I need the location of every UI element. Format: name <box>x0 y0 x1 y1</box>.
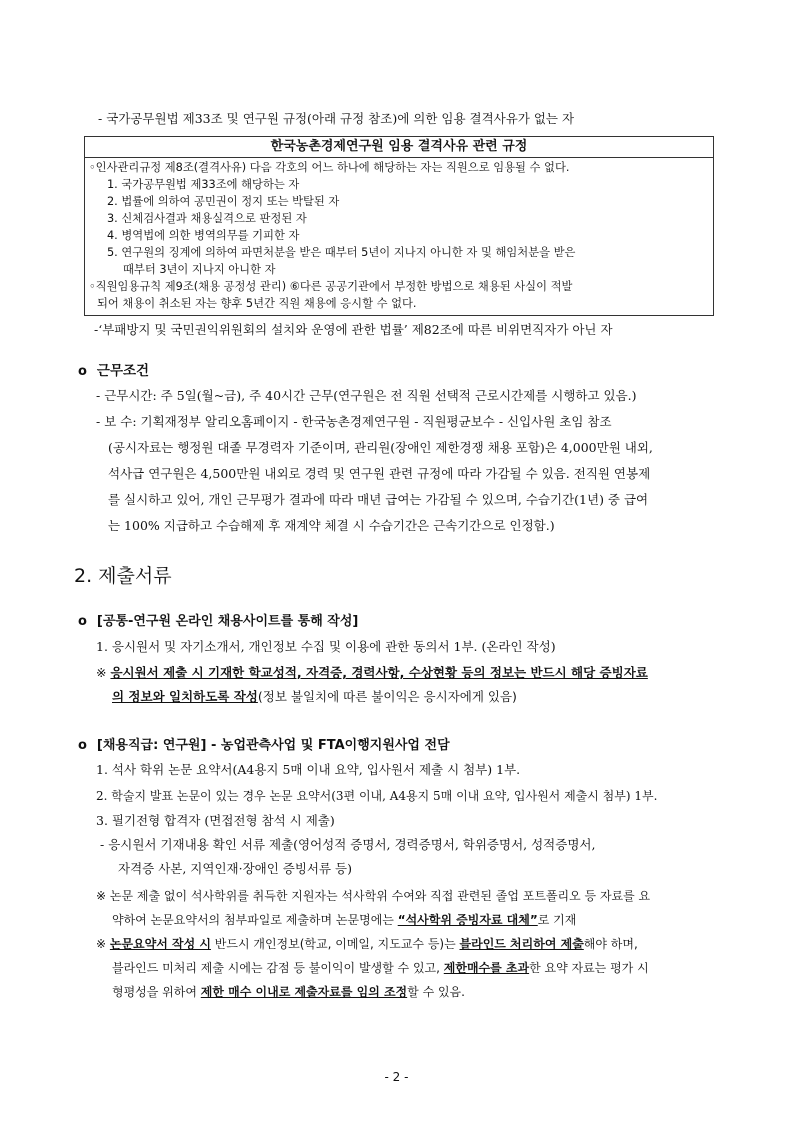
bullet: ο <box>78 738 87 753</box>
pay-line: 는 100% 지급하고 수습해제 후 재계약 체결 시 수습기간은 근속기간으로 인정함.) <box>108 518 555 533</box>
working-conditions-heading <box>78 362 149 381</box>
note-text: 블라인드 미처리 제출 시에는 감점 등 불이익이 발생할 수 있고, <box>112 961 444 975</box>
note-text: (정보 불일치에 따른 불이익은 응시자에게 있음) <box>257 689 517 704</box>
section-heading: 2. 제출서류 <box>74 565 172 587</box>
note-emphasis: 논문요약서 작성 시 <box>109 937 211 951</box>
bullet: ο <box>78 364 87 379</box>
researcher-note-cont <box>112 983 465 1001</box>
rule-item: 2. 법률에 의하여 공민권이 정지 또는 박탈된 자 <box>107 195 340 208</box>
pay-line: 를 실시하고 있어, 개인 근무평가 결과에 따라 매년 급여는 가감될 수 있으며, 수습기간(1년) 중 급여 <box>108 492 649 507</box>
intro-line: - 국가공무원법 제33조 및 연구원 규정(아래 규정 참조)에 의한 임용 결격사유가 없는 자 <box>98 111 575 126</box>
working-hours: - 근무시간: 주 5일(월~금), 주 40시간 근무(연구원은 전 직원 선택적 근로시간제를 시행하고 있음.) <box>96 388 637 403</box>
note-emphasis: “석사학위 증빙자료 대체” <box>397 913 538 927</box>
note-emphasis: 제한매수를 초과 <box>443 961 530 975</box>
note-emphasis: 제한 매수 이내로 제출자료를 임의 조정 <box>200 985 408 999</box>
researcher-note: ※ 논문 제출 없이 석사학위를 취득한 지원자는 석사학위 수여와 직접 관련된 졸업 포트폴리오 등 자료를 요 <box>96 889 651 903</box>
rule-item: 3. 신체검사결과 채용실격으로 판정된 자 <box>107 212 307 225</box>
common-note <box>96 664 648 682</box>
note-text: 반드시 개인정보(학교, 이메일, 지도교수 등)는 <box>210 937 460 951</box>
working-heading-text: 근무조건 <box>96 363 150 379</box>
researcher-note-cont <box>112 911 576 929</box>
pay-line: (공시자료는 행정원 대졸 무경력자 기준이며, 관리원(장애인 제한경쟁 채용 포함)은 4,000만원 내외, <box>108 440 653 455</box>
note-text: 약하여 논문요약서의 첨부파일로 제출하며 논문명에는 <box>112 913 398 927</box>
note-mark: ※ <box>96 665 111 680</box>
common-item: 1. 응시원서 및 자기소개서, 개인정보 수집 및 이용에 관한 동의서 1부. (온라인 작성) <box>96 639 556 654</box>
researcher-note-cont <box>112 959 649 977</box>
researcher-sub: - 응시원서 기재내용 확인 서류 제출(영어성적 증명서, 경력증명서, 학위증명서, 성적증명서, <box>100 837 596 852</box>
researcher-item: 3. 필기전형 합격자 (면접전형 참석 시 제출) <box>96 813 335 828</box>
researcher-note <box>96 935 638 953</box>
rule-item: 1. 국가공무원법 제33조에 해당하는 자 <box>107 178 300 191</box>
disqualification-rule-box <box>84 136 714 316</box>
common-heading-text: [공통-연구원 온라인 채용사이트를 통해 작성] <box>96 614 359 629</box>
rule-item: 때부터 3년이 지나지 아니한 자 <box>123 263 276 276</box>
researcher-sub: 자격증 사본, 지역인재·장애인 증빙서류 등) <box>118 861 352 876</box>
anti-corruption-line: -‘부패방지 및 국민권익위원회의 설치와 운영에 관한 법률’ 제82조에 따른 비위면직자가 아닌 자 <box>94 322 613 337</box>
rule-box-title: 한국농촌경제연구원 임용 결격사유 관련 규정 <box>85 137 713 158</box>
researcher-heading-text: [채용직급: 연구원] - 농업관측사업 및 FTA이행지원사업 전담 <box>96 738 450 753</box>
rule-line: ◦직원임용규칙 제9조(채용 공정성 관리) ⑥다른 공공기관에서 부정한 방법으로 채용된 사실이 적발 <box>89 280 573 293</box>
rule-item: 4. 병역법에 의한 병역의무를 기피한 자 <box>107 229 300 242</box>
note-text: 한 요약 자료는 평가 시 <box>529 961 649 975</box>
note-mark: ※ <box>96 937 110 951</box>
researcher-heading <box>78 736 450 755</box>
page-number: - 2 - <box>384 1070 409 1084</box>
common-heading <box>78 612 358 631</box>
pay-line: - 보 수: 기획재정부 알리오홈페이지 - 한국농촌경제연구원 - 직원평균보수 - 신입사원 초임 참조 <box>96 414 612 429</box>
researcher-item: 2. 학술지 발표 논문이 있는 경우 논문 요약서(3편 이내, A4용지 5매 이내 요약, 입사원서 제출시 첨부) 1부. <box>96 789 658 803</box>
rule-line: ◦인사관리규정 제8조(결격사유) 다음 각호의 어느 하나에 해당하는 자는 직원으로 임용될 수 없다. <box>89 161 570 174</box>
common-note-cont <box>112 688 517 706</box>
note-text: 할 수 있음. <box>407 985 465 999</box>
rule-item: 5. 연구원의 징계에 의하여 파면처분을 받은 때부터 5년이 지나지 아니한 자 및 해임처분을 받은 <box>107 246 576 259</box>
note-text: 로 기재 <box>537 913 577 927</box>
note-text: 형평성을 위하여 <box>112 985 201 999</box>
note-emphasis: 의 정보와 일치하도록 작성 <box>112 689 258 704</box>
rule-line: 되어 채용이 취소된 자는 향후 5년간 직원 채용에 응시할 수 없다. <box>97 297 417 310</box>
bullet: ο <box>78 614 87 629</box>
note-emphasis: 블라인드 처리하여 제출 <box>459 937 584 951</box>
note-emphasis: 응시원서 제출 시 기재한 학교성적, 자격증, 경력사항, 수상현황 등의 정보는 반드시 해당 증빙자료 <box>110 665 648 680</box>
note-text: 해야 하며, <box>583 937 638 951</box>
pay-line: 석사급 연구원은 4,500만원 내외로 경력 및 연구원 관련 규정에 따라 가감될 수 있음. 전직원 연봉제 <box>108 466 651 481</box>
researcher-item: 1. 석사 학위 논문 요약서(A4용지 5매 이내 요약, 입사원서 제출 시 첨부) 1부. <box>96 762 521 777</box>
